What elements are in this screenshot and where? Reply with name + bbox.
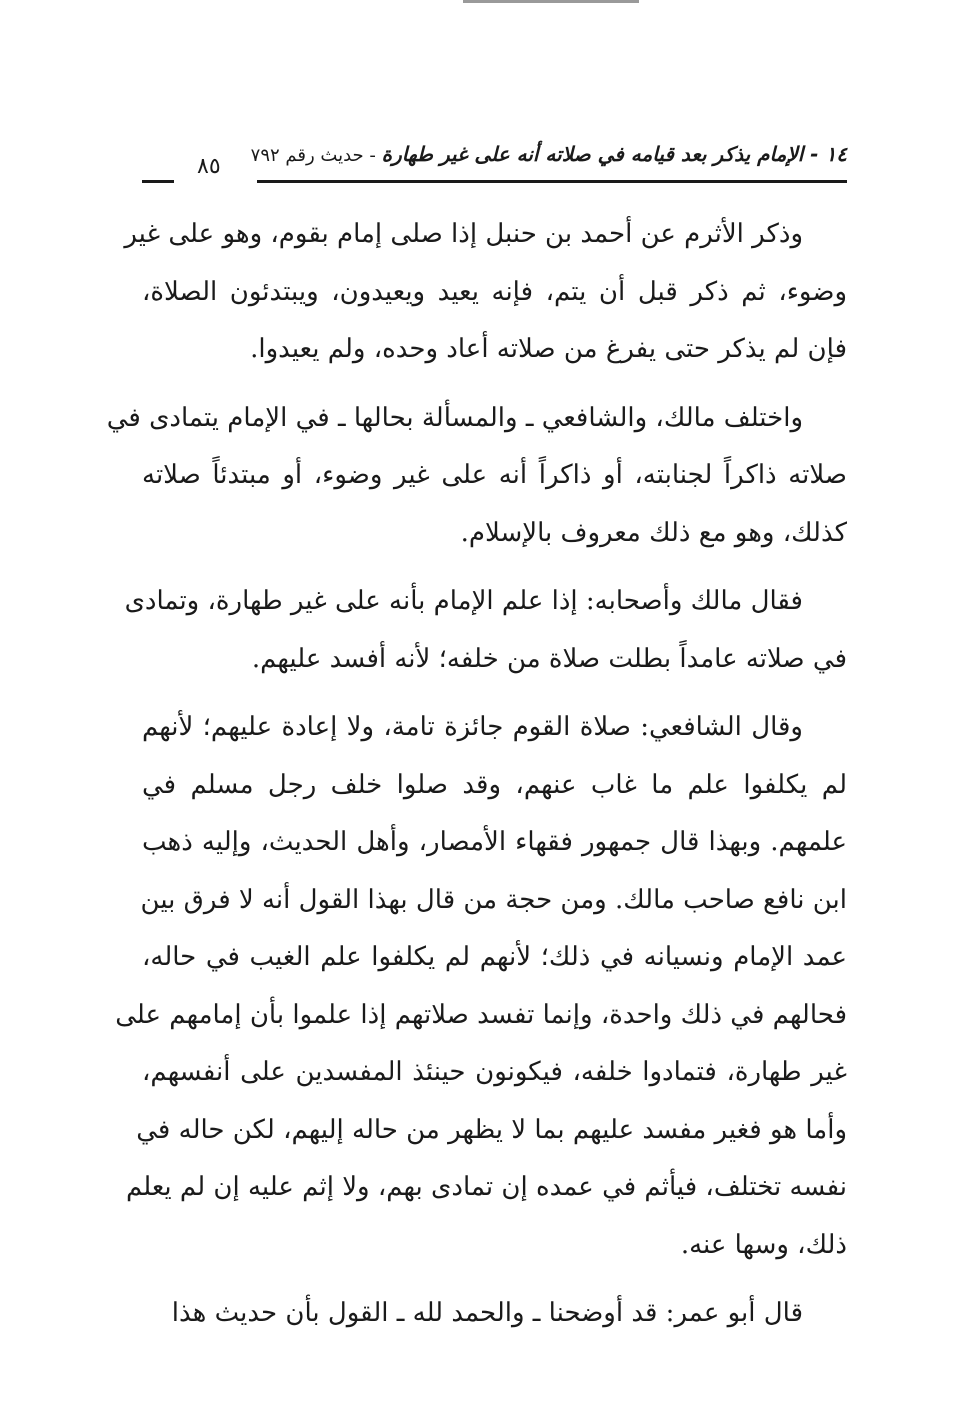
text-line: وضوء، ثم ذكر قبل أن يتم، فإنه يعيد ويعيدون، ويبتدئون الصلاة، xyxy=(142,276,847,307)
text-line: فحالهم في ذلك واحدة، وإنما تفسد صلاتهم إذا علموا بأن إمامهم على xyxy=(115,999,847,1030)
text-line: وأما هو فغير مفسد عليهم بما لا يظهر من حاله إليهم، لكن حاله في xyxy=(136,1114,847,1145)
scan-edge-mark xyxy=(463,0,639,3)
paragraph xyxy=(142,1285,847,1343)
text-line: في صلاته عامداً بطلت صلاة من خلفه؛ لأنه أفسد عليهم. xyxy=(251,643,847,674)
paragraph xyxy=(124,573,847,688)
text-line: وذكر الأثرم عن أحمد بن حنبل إذا صلى إمام بقوم، وهو على غير xyxy=(124,219,803,249)
paragraph xyxy=(115,699,847,1274)
paragraph-gap xyxy=(142,562,847,573)
paragraph xyxy=(124,206,847,379)
text-line: عمد الإمام ونسيانه في ذلك؛ لأنهم لم يكلفوا علم الغيب في حاله، xyxy=(142,942,847,972)
chapter-title-text: ١٤ - الإمام يذكر بعد قيامه في صلاته أنه على غير طهارة xyxy=(381,142,847,166)
text-line: فإن لم يذكر حتى يفرغ من صلاته أعاد وحده، ولم يعيدوا. xyxy=(250,334,847,364)
page-number-dash xyxy=(142,180,174,183)
text-line: صلاته ذاكراً لجنابته، أو ذاكراً أنه على غير وضوء، أو مبتدئاً صلاته xyxy=(142,460,847,490)
text-line: واختلف مالك، والشافعي ـ والمسألة بحالها ـ في الإمام يتمادى في xyxy=(106,402,803,433)
running-header xyxy=(142,140,847,190)
chapter-title xyxy=(251,142,847,166)
text-line: ابن نافع صاحب مالك. ومن حجة من قال بهذا القول أنه لا فرق بين xyxy=(140,884,847,915)
text-line: قال أبو عمر: قد أوضحنا ـ والحمد لله ـ القول بأن حديث هذا xyxy=(171,1298,803,1328)
hadith-reference: - حديث رقم ٧٩٢ xyxy=(250,145,382,166)
text-line: لم يكلفوا علم ما غاب عنهم، وقد صلوا خلف رجل مسلم في xyxy=(142,769,847,800)
text-line: ذلك، وسها عنه. xyxy=(680,1229,847,1260)
paragraph-gap xyxy=(142,1274,847,1285)
text-line: علمهم. وبهذا قال جمهور فقهاء الأمصار، وأهل الحديث، وإليه ذهب xyxy=(142,827,847,857)
paragraph-gap xyxy=(142,688,847,699)
paragraph xyxy=(106,390,847,563)
text-line: نفسه تختلف، فيأثم في عمده إن تمادى بهم، ولا إثم عليه إن لم يعلم xyxy=(125,1172,847,1202)
text-line: فقال مالك وأصحابه: إذا علم الإمام بأنه على غير طهارة، وتمادى xyxy=(124,586,803,616)
paragraph-gap xyxy=(142,379,847,390)
header-rule xyxy=(257,180,847,183)
text-line: كذلك، وهو مع ذلك معروف بالإسلام. xyxy=(460,517,847,548)
text-line: غير طهارة، فتمادوا خلفه، فيكونون حينئذ المفسدين على أنفسهم، xyxy=(142,1057,847,1087)
page-number: ٨٥ xyxy=(197,154,221,179)
text-line: وقال الشافعي: صلاة القوم جائزة تامة، ولا إعادة عليهم؛ لأنهم xyxy=(142,712,803,742)
body-text xyxy=(106,206,847,1343)
